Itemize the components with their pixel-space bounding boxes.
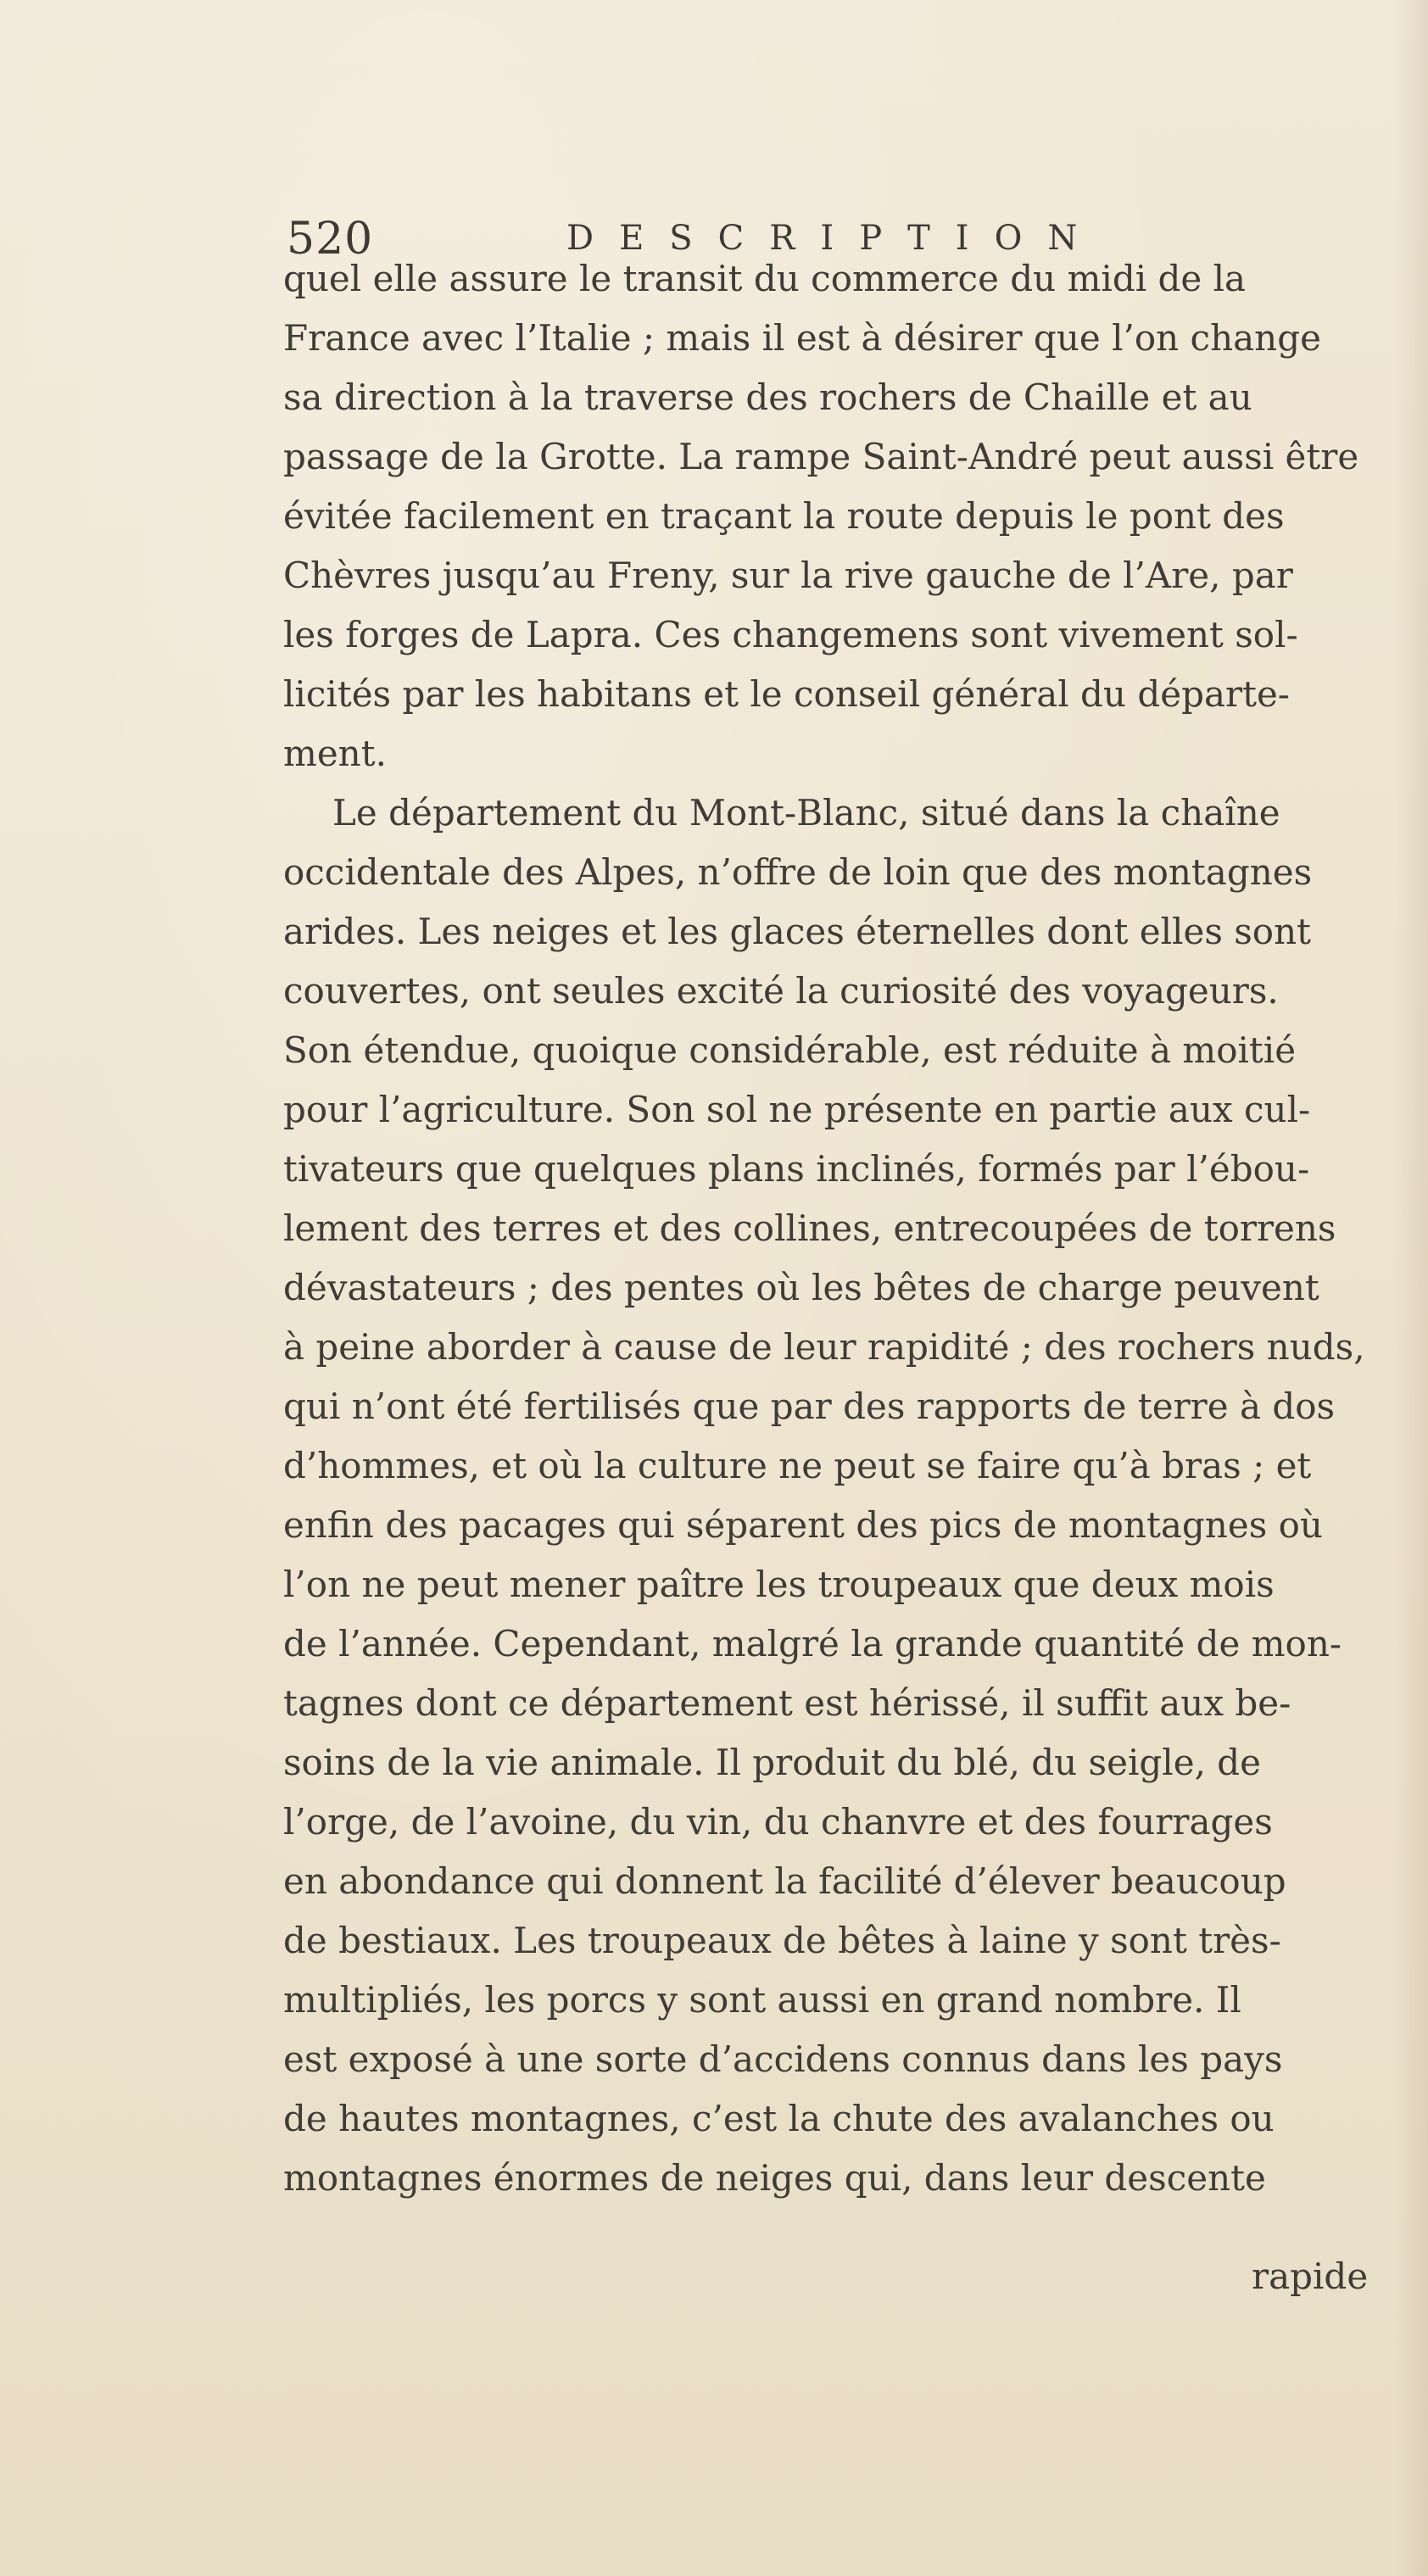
text-line: l’orge, de l’avoine, du vin, du chanvre et des fourrages	[283, 1801, 1273, 1843]
text-line: licités par les habitans et le conseil général du départe-	[283, 673, 1290, 715]
text-line: de bestiaux. Les troupeaux de bêtes à laine y sont très-	[283, 1920, 1281, 1961]
text-line: à peine aborder à cause de leur rapidité ; des rochers nuds,	[283, 1326, 1365, 1368]
text-line: France avec l’Italie ; mais il est à désirer que l’on change	[283, 317, 1321, 359]
text-line: évitée facilement en traçant la route depuis le pont des	[283, 495, 1285, 537]
text-line: d’hommes, et où la culture ne peut se faire qu’à bras ; et	[283, 1445, 1312, 1486]
text-line: ment.	[283, 733, 387, 774]
paragraph-first-line: Le département du Mont-Blanc, situé dans la chaîne	[332, 792, 1280, 834]
text-line: en abondance qui donnent la facilité d’élever beaucoup	[283, 1860, 1286, 1902]
text-line: multipliés, les porcs y sont aussi en grand nombre. Il	[283, 1979, 1241, 2021]
text-line: couvertes, ont seules excité la curiosité des voyageurs.	[283, 970, 1279, 1012]
text-line: montagnes énormes de neiges qui, dans leur descente	[283, 2157, 1266, 2199]
page-edge-shadow	[1394, 0, 1428, 2576]
page-number: 520	[287, 214, 374, 265]
text-line: pour l’agriculture. Son sol ne présente en partie aux cul-	[283, 1089, 1311, 1130]
catchword: rapide	[1252, 2255, 1369, 2297]
text-line: sa direction à la traverse des rochers de Chaille et au	[283, 376, 1252, 418]
text-line: quel elle assure le transit du commerce du midi de la	[283, 258, 1247, 299]
text-line: l’on ne peut mener paître les troupeaux que deux mois	[283, 1564, 1275, 1605]
text-line: soins de la vie animale. Il produit du blé, du seigle, de	[283, 1742, 1262, 1783]
text-line: Chèvres jusqu’au Freny, sur la rive gauche de l’Are, par	[283, 555, 1293, 596]
text-line: de l’année. Cependant, malgré la grande quantité de mon-	[283, 1623, 1342, 1664]
text-line: tagnes dont ce département est hérissé, il suffit aux be-	[283, 1682, 1291, 1724]
text-line: de hautes montagnes, c’est la chute des avalanches ou	[283, 2098, 1275, 2139]
text-line: les forges de Lapra. Ces changemens sont vivement sol-	[283, 614, 1298, 655]
text-line: enfin des pacages qui séparent des pics de montagnes où	[283, 1504, 1323, 1546]
running-title: DESCRIPTION	[566, 219, 1103, 258]
text-line: est exposé à une sorte d’accidens connus dans les pays	[283, 2038, 1283, 2080]
text-line: passage de la Grotte. La rampe Saint-André peut aussi être	[283, 436, 1359, 477]
text-line: dévastateurs ; des pentes où les bêtes de charge peuvent	[283, 1267, 1319, 1308]
text-line: Son étendue, quoique considérable, est réduite à moitié	[283, 1029, 1297, 1071]
text-line: occidentale des Alpes, n’offre de loin que des montagnes	[283, 851, 1313, 893]
text-line: qui n’ont été fertilisés que par des rapports de terre à dos	[283, 1386, 1336, 1427]
text-line: arides. Les neiges et les glaces éternelles dont elles sont	[283, 911, 1311, 952]
text-line: lement des terres et des collines, entrecoupées de torrens	[283, 1207, 1336, 1249]
text-line: tivateurs que quelques plans inclinés, formés par l’ébou-	[283, 1148, 1310, 1190]
